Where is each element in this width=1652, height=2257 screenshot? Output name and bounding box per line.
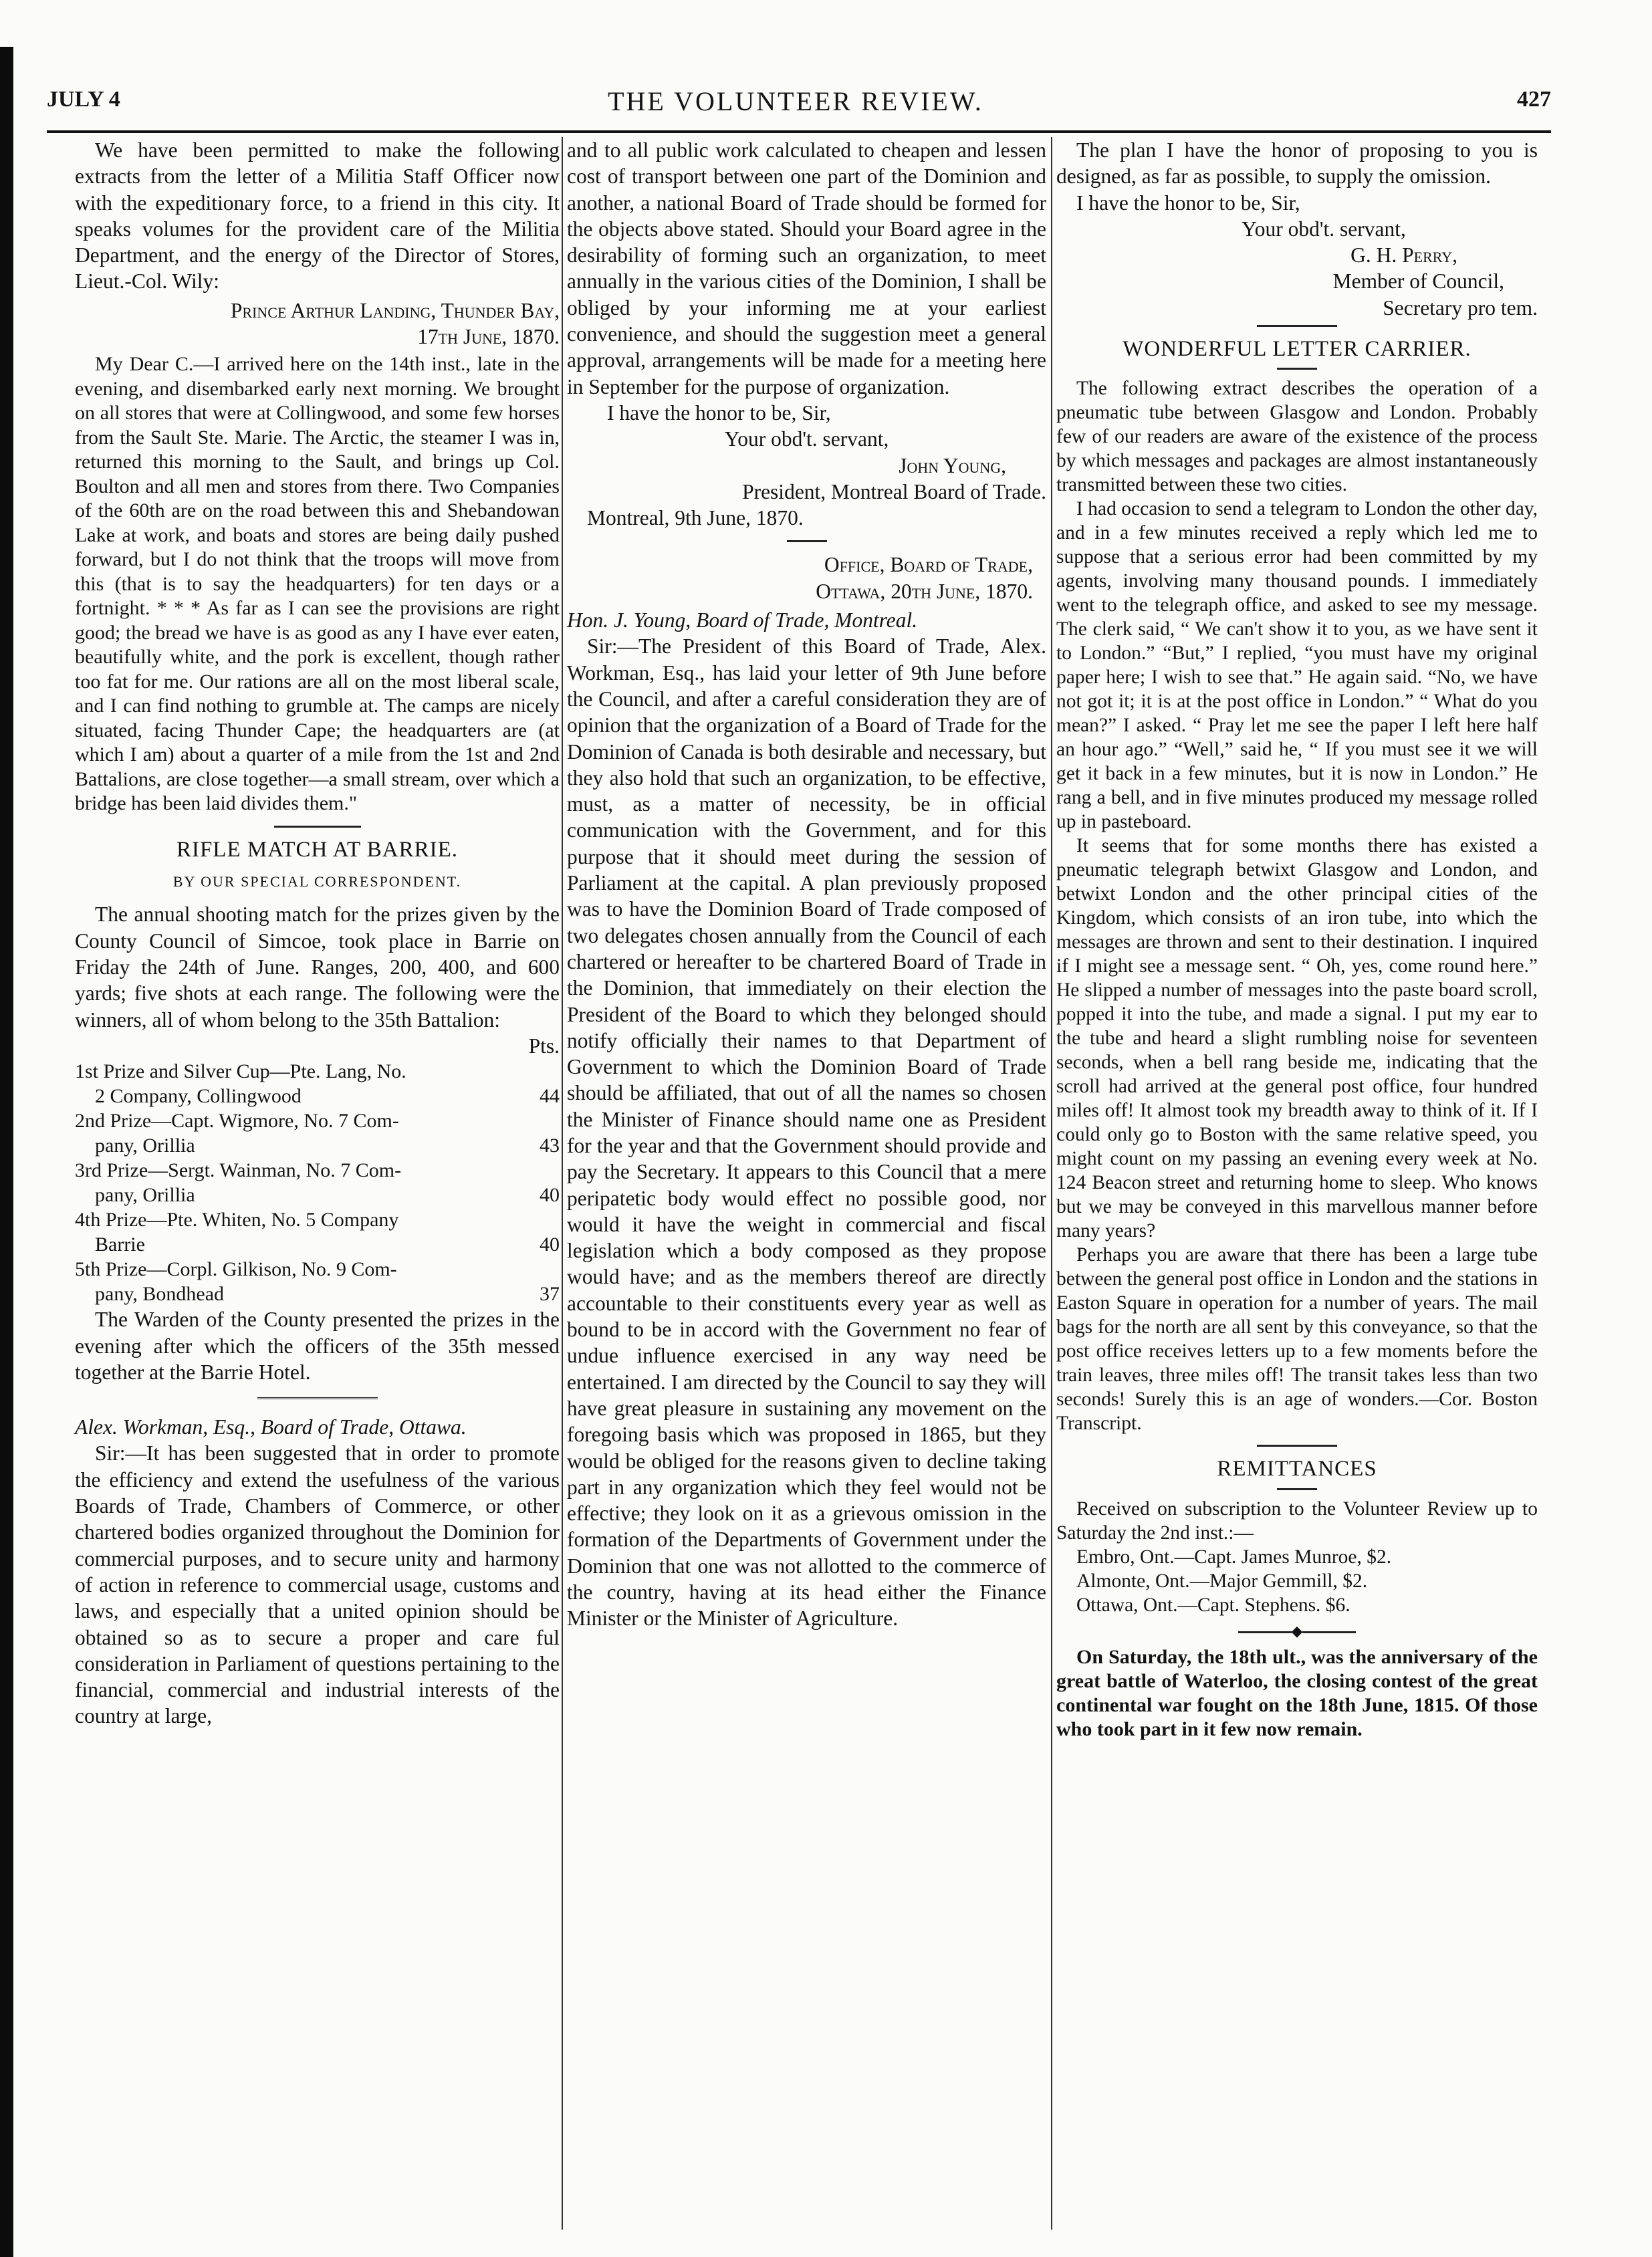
reply-addressee: Hon. J. Young, Board of Trade, Montreal. — [567, 608, 918, 632]
page-header — [40, 80, 1551, 127]
prize-row — [75, 1133, 560, 1158]
office-line: Office, Board of Trade, — [824, 553, 1033, 577]
prize-row — [75, 1158, 560, 1183]
letter-dateline — [75, 298, 560, 350]
page-edge-bar — [0, 47, 13, 2257]
office-dateline — [567, 552, 1046, 604]
place-date: Montreal, 9th June, 1870. — [587, 506, 804, 530]
signer-name: John Young, — [899, 453, 1006, 477]
signer-name: G. H. Perry, — [1350, 243, 1457, 267]
prize-row — [75, 1257, 560, 1282]
column-divider-2 — [1051, 137, 1052, 2230]
plan-text: The plan I have the honor of proposing to you is designed, as far as possible, to supply the omission. — [1056, 138, 1538, 189]
remittance-item: Almonte, Ont.—Major Gemmill, $2. — [1076, 1570, 1368, 1592]
publication-title: THE VOLUNTEER REVIEW. — [608, 86, 983, 116]
prize-line: pany, Bondhead — [95, 1283, 225, 1306]
militia-intro: We have been permitted to make the following extracts from the letter of a Militia Staff Officer now with the expeditionary force, to a friend in this city. It speaks volumes for the provident care of the Militia Department, and the energy of the Director of Stores, Lieut.-Col. Wily: — [75, 138, 560, 293]
board-of-trade-letter: Sir:—It has been suggested that in order to promote the efficiency and extend the usefulness of the various Boards of Trade, Chambers of Commerce, or other chartered bodies organized throughout the Dominion for commercial purposes, and to secure unity and harmony of action in reference to commercial usage, customs and laws, and especially that a united opinion should be obtained so as to secure a proper and care ful consideration in Parliament of questions pertaining to the financial, commercial and industrial interests of the country at large, — [75, 1441, 560, 1728]
section-rule — [274, 826, 361, 828]
closing-servant: Your obd't. servant, — [1242, 217, 1406, 241]
section-rule — [1257, 1445, 1337, 1447]
signer-role-secretary: Secretary pro tem. — [1383, 295, 1538, 320]
header-rule — [47, 130, 1551, 133]
rifle-match-headline: RIFLE MATCH AT BARRIE. — [176, 837, 459, 862]
prize-line: 2 Company, Collingwood — [95, 1085, 302, 1108]
double-rule — [257, 1397, 378, 1402]
prize-line: 4th Prize—Pte. Whiten, No. 5 Company — [75, 1209, 399, 1231]
points-column-label: Pts. — [528, 1034, 560, 1058]
prize-row — [75, 1207, 560, 1232]
column-3 — [1056, 137, 1538, 1742]
prize-row — [75, 1108, 560, 1133]
waterloo-note: On Saturday, the 18th ult., was the anniversary of the great battle of Waterloo, the closing contest of the great continental war fought on the 18th June, 1815. Of those who took part in it few now remain. — [1056, 1645, 1538, 1740]
closing-line: I have the honor to be, Sir, — [1076, 191, 1300, 215]
prize-points: 40 — [540, 1233, 560, 1256]
letter-carrier-p3: It seems that for some months there has existed a pneumatic telegraph betwixt Glasgow and London, and betwixt London and the other principal cities of the Kingdom, which consists of an iron tube, into which the messages are thrown and sent to their destination. I inquired if I might see a message sent. “ Oh, yes, come round here.” He slipped a number of messages into the paste board scroll, popped it into the tube, and made a signal. I put my ear to the tube and heard a slight rumbling noise for seventeen seconds, when a bell rang beside me, indicating that the scroll had arrived at the general post office, four hundred miles off! It almost took my breadth away to think of it. If I could only go to Boston with the same relative speed, you might count on my passing an evening every week at No. 124 Beacon street and returning home to sleep. Who knows but we may be conveyed in this marvellous manner before many years? — [1056, 835, 1538, 1242]
signer-title: President, Montreal Board of Trade. — [742, 479, 1046, 503]
rifle-match-text: The annual shooting match for the prizes given by the County Council of Simcoe, took place in Barrie on Friday the 24th of June. Ranges, 200, 400, and 600 yards; five shots at each range. The following were the winners, all of whom belong to the 35th Battalion: — [75, 903, 560, 1032]
prize-row — [75, 1059, 560, 1084]
prize-line: 5th Prize—Corpl. Gilkison, No. 9 Com- — [75, 1258, 397, 1281]
letter-carrier-p4: Perhaps you are aware that there has been a large tube between the general post office in London and the stations in Easton Square in operation for a number of years. The mail bags for the north are all sent by this conveyance, so that the post office receives letters up to a few moments before the train leaves, three miles off! The transit takes less than two seconds! Surely this is an age of wonders.—Cor. Boston Transcript. — [1056, 1244, 1538, 1435]
section-rule — [1277, 1488, 1317, 1490]
dateline-place: Prince Arthur Landing, Thunder Bay, — [230, 298, 560, 322]
prize-line: 3rd Prize—Sergt. Wainman, No. 7 Com- — [75, 1159, 402, 1182]
militia-letter: My Dear C.—I arrived here on the 14th inst., late in the evening, and disembarked early next morning. We brought on all stores that were at Collingwood, and some few horses from the Sault Ste. Marie. The Arctic, the steamer I was in, returned this morning to the Sault, and brings up Col. Boulton and all men and stores from there. Two Companies of the 60th are on the road between this and Shebandowan Lake at work, and boats and stores are being daily pushed forward, but I do not think that the troops will move from this (that is to say the headquarters) for ten days or a fortnight. * * * As far as I can see the provisions are right good; the bread we have is as good as any I have ever eaten, beautifully white, and the pork is excellent, though rather too fat for me. Our rations are all on the most liberal scale, and I can find nothing to grumble at. The camps are nicely situated, facing Thunder Cape; the headquarters are (at which I am) about a quarter of a mile from the 1st and 2nd Battalions, are close together—a small stream, over which a bridge has been laid divides them." — [75, 353, 560, 815]
prize-row — [75, 1084, 560, 1108]
prize-line: pany, Orillia — [95, 1184, 195, 1207]
column-1 — [75, 137, 560, 1730]
reply-letter: Sir:—The President of this Board of Trade, Alex. Workman, Esq., has laid your letter of 9th June before the Council, and after a careful consideration they are of opinion that the organization of a Board of Trade for the Dominion of Canada is both desirable and necessary, but they also hold that such an organization, to be effective, must, as a matter of necessity, be in official communication with the Government, and for this purpose that it should meet during the session of Parliament at the capital. A plan previously proposed was to have the Dominion Board of Trade composed of two delegates chosen annually from the Council of each chartered or hereafter to be chartered Board of Trade in the Dominion, that immediately on their election the President of the Board to which they belonged should notify officially their names to that Department of Government to which the Dominion Board of Trade should be affiliated, that out of all the names so chosen the Minister of Finance should name one as President for the year and that the Government should provide and pay the Secretary. It appears to this Council that a mere peripatetic body would effect no possible good, nor would it have the weight in commercial and fiscal legislation which a body composed as they propose would have; and as the members thereof are directly accountable to their constituents every year as well as bound to be in accord with the Government no fear of undue influence exercised in any way need be entertained. I am directed by the Council to say they will have great pleasure in sustaining any movement on the foregoing basis which was proposed in 1865, but they would be obliged for the reasons given to decline taking part in any organization which they feel would not be effective; they look on it as a grievous omission in the formation of the Departments of Government under the Dominion that one was not allotted to the commerce of the country, having at its head either the Finance Minister or the Minister of Agriculture. — [567, 634, 1046, 1631]
closing-line: I have the honor to be, Sir, — [607, 400, 831, 425]
remittance-item: Ottawa, Ont.—Capt. Stephens. $6. — [1076, 1594, 1350, 1616]
letter-addressee: Alex. Workman, Esq., Board of Trade, Ottawa. — [75, 1415, 467, 1439]
page-number: 427 — [1517, 87, 1551, 112]
remittance-item: Embro, Ont.—Capt. James Munroe, $2. — [1076, 1546, 1392, 1568]
section-rule — [1257, 325, 1337, 327]
column-2 — [567, 137, 1046, 1632]
letter-carrier-p2: I had occasion to send a telegram to London the other day, and in a few minutes received a reply which led me to suppose that a serious error had been committed by my agents, involving many thousand pounds. I immediately went to the telegraph office, and asked to see my message. The clerk said, “ We can't show it to you, as we have sent it to London.” “But,” I replied, “you must have my original paper here; I wish to see that.” He again said. “No, we have not got it; it is at the post office in London.” “ What do you mean?” I asked. “ Pray let me see the paper I left here half an hour ago.” “Well,” said he, “ If you must see it we will get it back in a few minutes, but it is now in London.” He rang a bell, and in five minutes produced my message rolled up in pasteboard. — [1056, 498, 1538, 833]
letter-continued: and to all public work calculated to cheapen and lessen cost of transport between one part of the Dominion and another, a national Board of Trade should be formed for the objects above stated. Should your Board agree in the desirability of forming such an organization, to meet annually in the various cities of the Dominion, I shall be obliged by your informing me at your earliest convenience, and should the suggestion meet a general approval, arrangements will be made for a meeting here in September for the purpose of organization. — [567, 138, 1046, 398]
dateline-date: 17th June, 1870. — [417, 325, 560, 349]
issue-date: JULY 4 — [47, 87, 120, 112]
warden-text: The Warden of the County presented the prizes in the evening after which the officers of the 35th messed together at the Barrie Hotel. — [75, 1308, 560, 1384]
signer-role: Member of Council, — [1332, 269, 1504, 293]
prize-points: 40 — [540, 1184, 560, 1207]
prize-points: 44 — [540, 1085, 560, 1108]
prize-line: Barrie — [95, 1233, 145, 1256]
remittances-headline: REMITTANCES — [1217, 1457, 1377, 1481]
prize-row — [75, 1282, 560, 1306]
letter-carrier-p1: The following extract describes the operation of a pneumatic tube between Glasgow and London. Probably few of our readers are aware of the existence of the process by which messages and packages are almost instantaneously transmitted between these two cities. — [1056, 378, 1538, 496]
section-rule — [1277, 368, 1317, 370]
section-rule — [787, 540, 827, 542]
remittances-intro: Received on subscription to the Volunteer Review up to Saturday the 2nd inst.:— — [1056, 1498, 1538, 1544]
prize-points: 43 — [540, 1135, 560, 1157]
rifle-match-byline: BY OUR SPECIAL CORRESPONDENT. — [172, 873, 462, 890]
prize-row — [75, 1183, 560, 1207]
diamond-rule: ◆ — [1056, 1624, 1538, 1639]
letter-carrier-headline: WONDERFUL LETTER CARRIER. — [1123, 337, 1471, 362]
prize-points: 37 — [540, 1283, 560, 1306]
prize-line: 1st Prize and Silver Cup—Pte. Lang, No. — [75, 1060, 406, 1083]
prize-line: 2nd Prize—Capt. Wigmore, No. 7 Com- — [75, 1110, 399, 1133]
column-divider-1 — [562, 137, 563, 2230]
prize-line: pany, Orillia — [95, 1135, 195, 1157]
office-date: Ottawa, 20th June, 1870. — [816, 579, 1033, 603]
prize-row — [75, 1232, 560, 1257]
closing-servant: Your obd't. servant, — [724, 427, 889, 451]
prize-list — [75, 1059, 560, 1306]
